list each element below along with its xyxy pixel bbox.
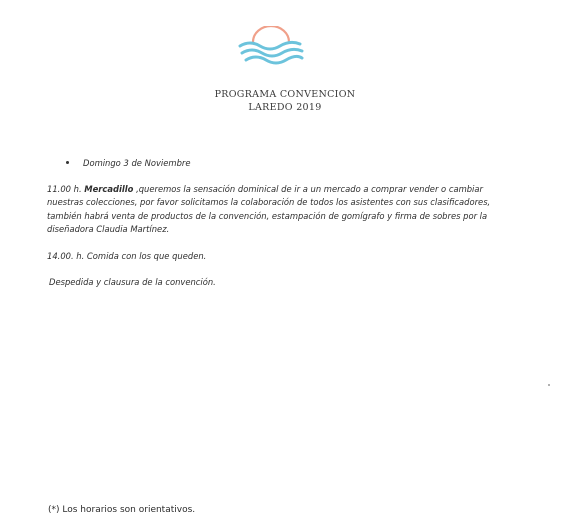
item-title: Mercadillo <box>84 184 134 194</box>
day-heading: Domingo 3 de Noviembre <box>83 158 191 168</box>
mercadillo-paragraph <box>47 183 557 236</box>
program-title: PROGRAMA CONVENCION <box>214 89 356 100</box>
paragraph-line: también habrá venta de productos de la convención, estampación de gomígrafo y firma de sobres por la <box>47 210 488 221</box>
paragraph-line <box>47 183 557 196</box>
paragraph-line: nuestras colecciones, por favor solicitamos la colaboración de todos los asistentes con sus clasificadores, <box>47 197 491 208</box>
bullet-icon <box>66 161 69 164</box>
program-subtitle: LAREDO 2019 <box>248 102 322 113</box>
lunch-paragraph: 14.00. h. Comida con los que queden. <box>47 251 207 261</box>
day-bullet-item <box>66 157 191 170</box>
item-text: ,queremos la sensación dominical de ir a un mercado a comprar vender o cambiar <box>133 184 483 194</box>
paragraph-line: diseñadora Claudia Martínez. <box>47 223 170 234</box>
sun-over-waves-icon <box>236 26 306 70</box>
closing-paragraph: Despedida y clausura de la convención. <box>49 277 216 287</box>
item-time: 11.00 h. <box>47 184 82 194</box>
scan-speck <box>548 384 550 386</box>
schedule-footnote: (*) Los horarios son orientativos. <box>48 505 196 515</box>
